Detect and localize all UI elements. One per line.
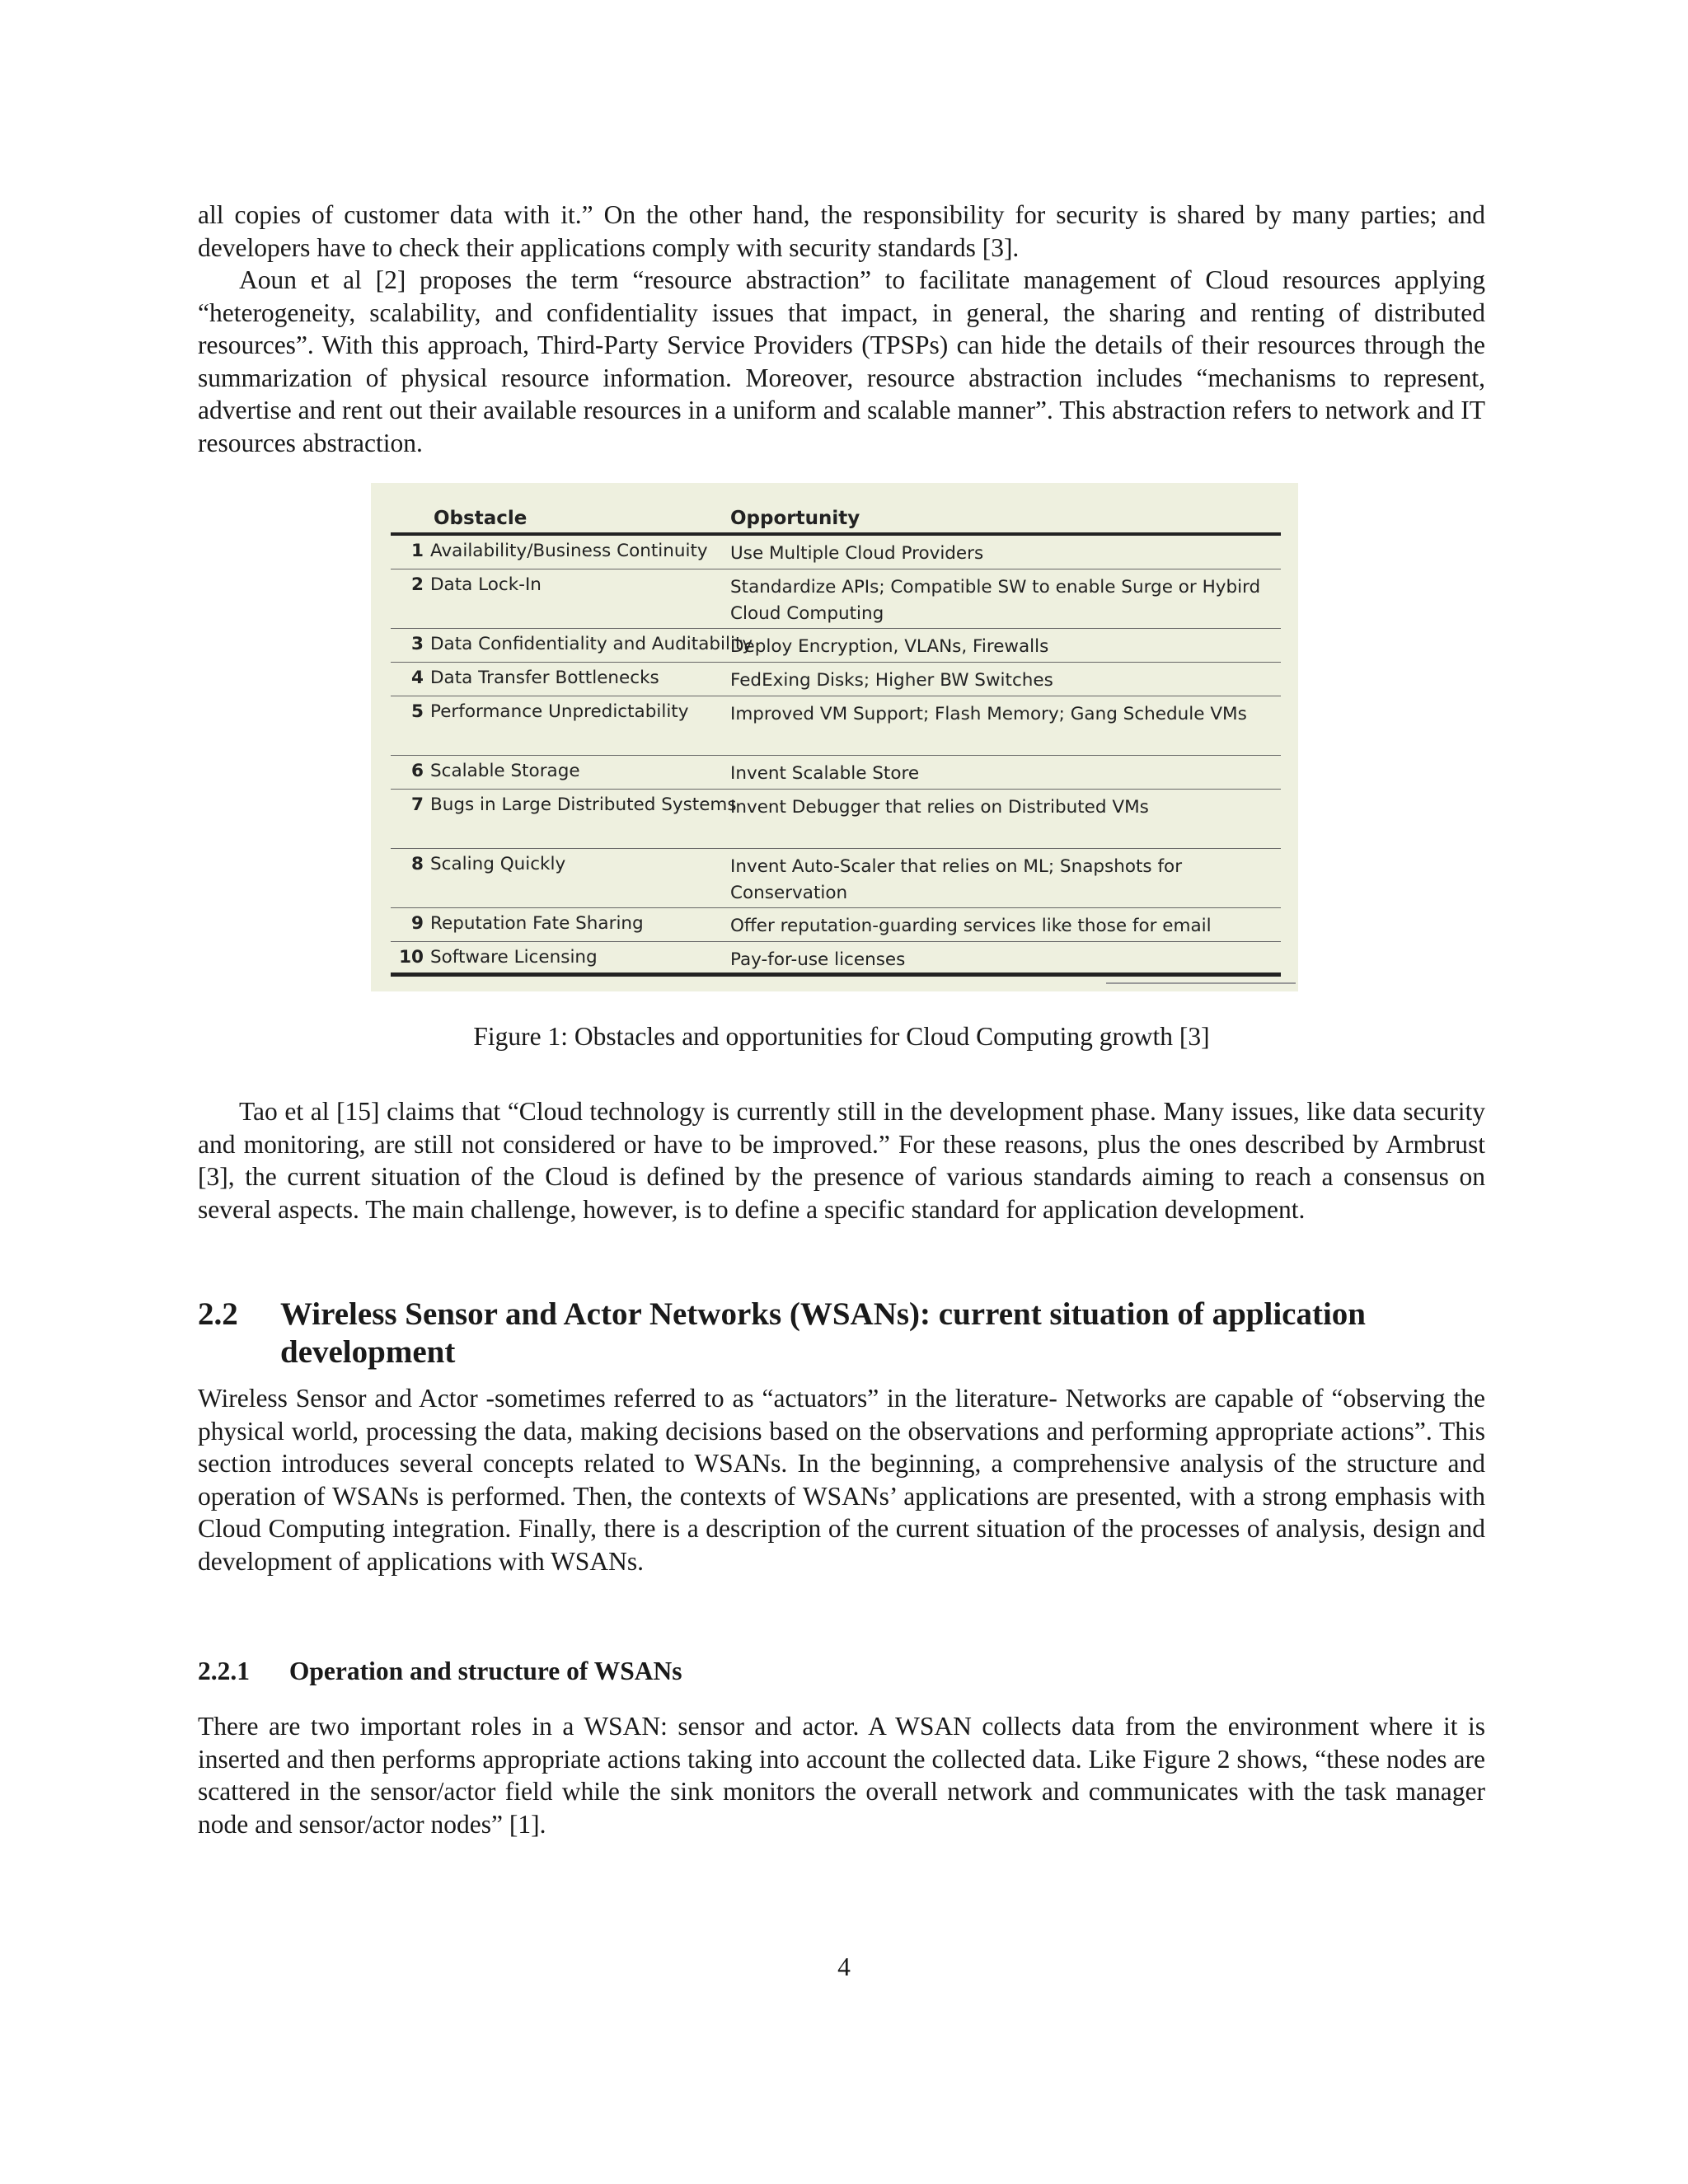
section-heading [198,1296,1485,1371]
row-opportunity: Offer reputation-guarding services like those for email [730,916,1212,936]
table-row [391,942,1281,972]
table-row [391,663,1281,696]
table-row [391,629,1281,663]
row-opportunity: FedExing Disks; Higher BW Switches [730,670,1053,691]
row-obstacle: Software Licensing [430,947,598,968]
row-opportunity: Improved VM Support; Flash Memory; Gang Schedule VMs [730,704,1247,724]
paragraph-wsan-intro: Wireless Sensor and Actor -sometimes referred to as “actuators” in the literature- Networks are capable of “observing the physical world, processing the data, making decisions based on the observations and performing appropriate actions”. This section introduces several concepts related to WSANs. In the beginning, a comprehensive analysis of the structure and operation of WSANs is performed. Then, the contexts of WSANs’ applications are presented, with a strong emphasis with Cloud Computing integration. Finally, there is a description of the current situation of the processes of analysis, design and development of applications with WSANs. [198,1384,1485,1576]
row-obstacle: Availability/Business Continuity [430,541,708,561]
table-row [391,756,1281,790]
top-text [198,199,1485,459]
row-opportunity: Invent Scalable Store [730,763,920,784]
row-opportunity: Pay-for-use licenses [730,949,906,970]
row-number: 9 [411,913,424,934]
row-obstacle: Scaling Quickly [430,854,566,874]
subsection-number: 2.2.1 [198,1657,250,1685]
table-row [391,696,1281,756]
row-obstacle: Reputation Fate Sharing [430,913,644,934]
figure-header-opportunity: Opportunity [730,508,860,529]
subsection-text [198,1710,1485,1840]
row-number: 5 [411,701,424,722]
row-number: 4 [411,668,424,688]
row-number: 6 [411,761,424,781]
subsection-title: Operation and structure of WSANs [288,1657,682,1685]
table-row [391,908,1281,942]
subsection-heading [198,1657,682,1686]
paragraph-wsan-roles: There are two important roles in a WSAN: sensor and actor. A WSAN collects data from the environment where it is inserted and then performs appropriate actions taking into account the collected data. Like Figure 2 shows, “these nodes are scattered in the sensor/actor field while the sink monitors the overall network and communicates with the task manager node and sensor/actor nodes” [1]. [198,1712,1485,1839]
row-number: 7 [411,794,424,815]
section-text [198,1382,1485,1577]
section-title: Wireless Sensor and Actor Networks (WSANs): current situation of application development [280,1296,1366,1370]
row-obstacle: Data Lock-In [430,574,542,595]
table-row [391,790,1281,849]
row-obstacle: Scalable Storage [430,761,580,781]
figure-bottom-rule [391,972,1281,977]
row-obstacle: Data Confidentiality and Auditability [430,634,753,654]
row-opportunity: Use Multiple Cloud Providers [730,543,984,564]
row-opportunity: Invent Debugger that relies on Distributed VMs [730,797,1149,818]
row-number: 8 [411,854,424,874]
row-obstacle: Performance Unpredictability [430,701,689,722]
section-number: 2.2 [198,1296,238,1332]
row-number: 3 [411,634,424,654]
figure-obstacles-table [371,483,1298,991]
row-opportunity: Deploy Encryption, VLANs, Firewalls [730,636,1049,657]
row-number: 2 [411,574,424,595]
paragraph-aoun: Aoun et al [2] proposes the term “resource abstraction” to facilitate management of Cloud resources applying “heterogeneity, scalability, and confidentiality issues that impact, in general, the sharing and renting of distributed resources”. With this approach, Third-Party Service Providers (TPSPs) can hide the details of their resources through the summarization of physical resource information. Moreover, resource abstraction includes “mechanisms to represent, advertise and rent out their available resources in a uniform and scalable manner”. This abstraction refers to network and IT resources abstraction. [198,265,1485,457]
row-opportunity: Standardize APIs; Compatible SW to enable Surge or Hybird Cloud Computing [730,577,1261,624]
paragraph-continuation: all copies of customer data with it.” On the other hand, the responsibility for security is shared by many parties; and developers have to check their applications comply with security standards [3]. [198,200,1485,262]
table-row [391,849,1281,908]
figure-small-rule [1106,982,1296,984]
middle-text [198,1095,1485,1226]
row-obstacle: Data Transfer Bottlenecks [430,668,659,688]
paragraph-tao: Tao et al [15] claims that “Cloud technology is currently still in the development phase. Many issues, like data security and monitoring, are still not considered or have to be improved.” For these reasons, plus the ones described by Armbrust [3], the current situation of the Cloud is defined by the presence of various standards aiming to reach a consensus on several aspects. The main challenge, however, is to define a specific standard for application development. [198,1097,1485,1224]
row-obstacle: Bugs in Large Distributed Systems [430,794,737,815]
row-opportunity: Invent Auto-Scaler that relies on ML; Snapshots for Conservation [730,856,1183,903]
row-number: 1 [411,541,424,561]
figure-header-obstacle: Obstacle [434,508,528,529]
figure-caption: Figure 1: Obstacles and opportunities for Cloud Computing growth [3] [473,1022,1210,1051]
row-number: 10 [399,947,424,968]
table-row [391,536,1281,569]
table-row [391,569,1281,629]
page-number: 4 [837,1952,851,1981]
